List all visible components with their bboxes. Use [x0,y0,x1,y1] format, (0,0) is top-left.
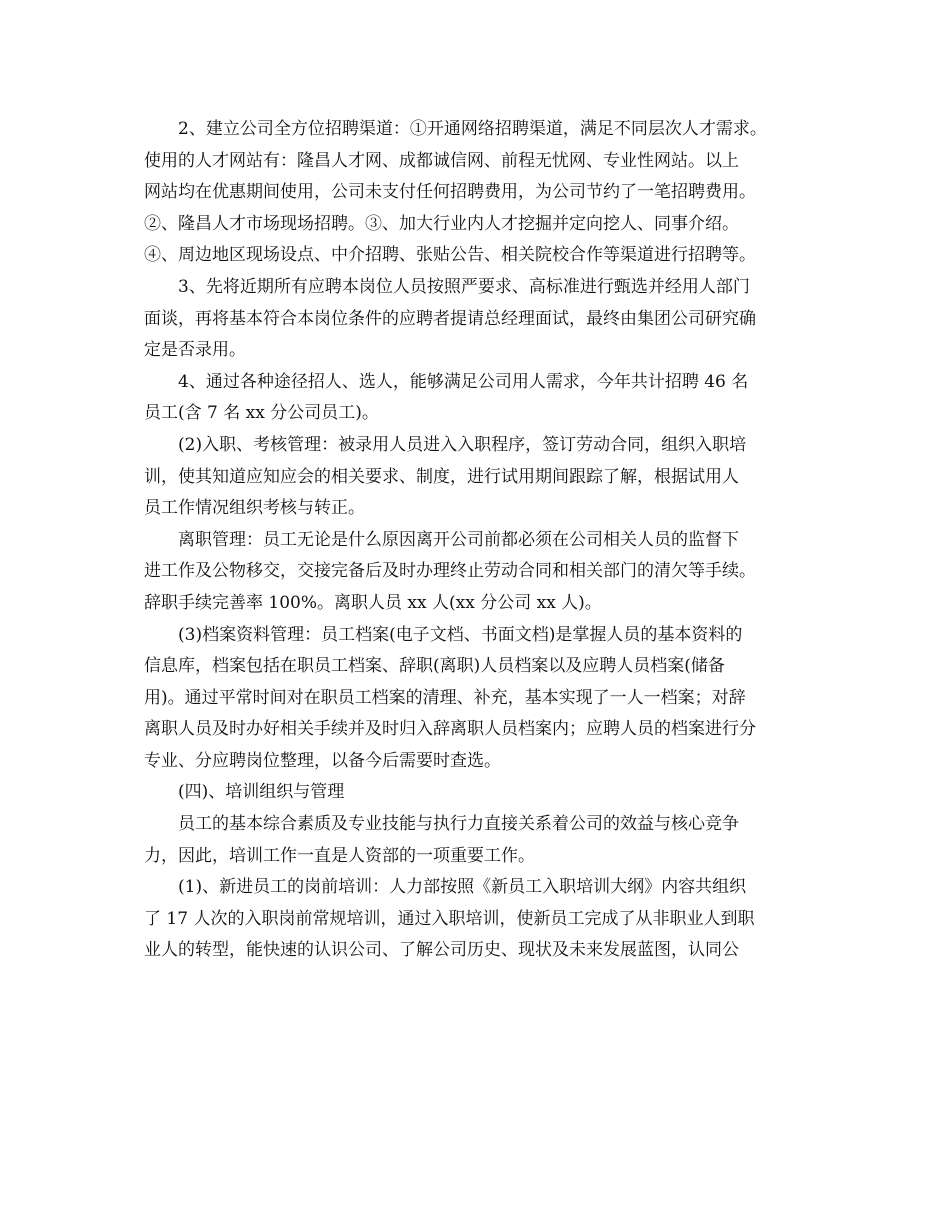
text-line: 辞职手续完善率 100%。离职人员 xx 人(xx 分公司 xx 人)。 [144,592,602,613]
text-line: 4、通过各种途径招人、选人，能够满足公司用人需求，今年共计招聘 46 名 [178,371,749,392]
text-line: 使用的人才网站有：隆昌人才网、成都诚信网、前程无忧网、专业性网站。以上 [144,150,739,171]
text-line: 2、建立公司全方位招聘渠道：①开通网络招聘渠道，满足不同层次人才需求。 [178,119,767,139]
text-line: 专业、分应聘岗位整理，以备今后需要时查选。 [144,750,501,771]
text-line: (2)入职、考核管理：被录用人员进入入职程序，签订劳动合同，组织入职培 [178,434,747,455]
text-line: ④、周边地区现场设点、中介招聘、张贴公告、相关院校合作等渠道进行招聘等。 [144,245,756,266]
text-line: ②、隆昌人才市场现场招聘。③、加大行业内人才挖掘并定向挖人、同事介绍。 [144,213,739,234]
text-line: 进工作及公物移交，交接完备后及时办理终止劳动合同和相关部门的清欠等手续。 [144,561,756,582]
section-heading: (四)、培训组织与管理 [178,782,345,803]
text-line: 面谈，再将基本符合本岗位条件的应聘者提请总经理面试，最终由集团公司研究确 [144,308,756,329]
text-line: 员工作情况组织考核与转正。 [144,498,365,519]
text-line: 3、先将近期所有应聘本岗位人员按照严要求、高标准进行甄选并经用人部门 [178,276,750,297]
text-line: 力，因此，培训工作一直是人资部的一项重要工作。 [144,845,535,866]
text-line: 离职管理：员工无论是什么原因离开公司前都必须在公司相关人员的监督下 [178,529,739,550]
text-line: 员工(含 7 名 xx 分公司员工)。 [144,403,379,424]
text-line: 业人的转型，能快速的认识公司、了解公司历史、现状及未来发展蓝图，认同公 [144,940,739,961]
document-body [144,114,808,967]
text-line: 定是否录用。 [144,340,246,361]
text-line: 了 17 人次的入职岗前常规培训，通过入职培训，使新员工完成了从非职业人到职 [144,908,755,929]
text-line: 信息库，档案包括在职员工档案、辞职(离职)人员档案以及应聘人员档案(储备 [144,656,725,677]
text-line: 训，使其知道应知应会的相关要求、制度，进行试用期间跟踪了解，根据试用人 [144,466,739,487]
text-line: 网站均在优惠期间使用，公司未支付任何招聘费用，为公司节约了一笔招聘费用。 [144,182,756,203]
text-line: 离职人员及时办好相关手续并及时归入辞离职人员档案内；应聘人员的档案进行分 [144,719,756,740]
text-line: (3)档案资料管理：员工档案(电子文档、书面文档)是掌握人员的基本资料的 [178,624,743,645]
text-line: (1)、新进员工的岗前培训：人力部按照《新员工入职培训大纲》内容共组织 [178,877,747,898]
text-line: 用)。通过平常时间对在职员工档案的清理、补充，基本实现了一人一档案；对辞 [144,687,746,708]
text-line: 员工的基本综合素质及专业技能与执行力直接关系着公司的效益与核心竞争 [178,814,739,835]
